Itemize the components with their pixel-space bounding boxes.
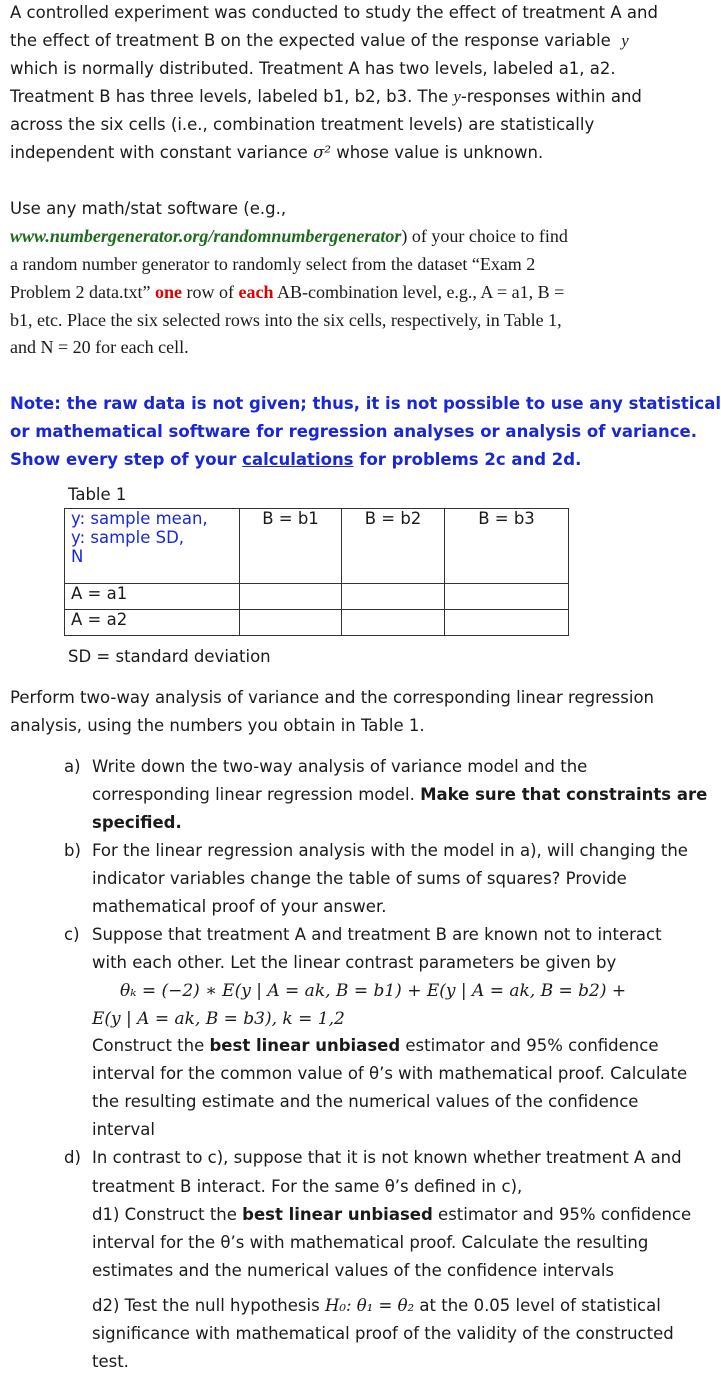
- item-d1-line-3: estimates and the numerical values of the confidence intervals: [92, 1261, 615, 1280]
- cell-a2-b3[interactable]: [445, 610, 569, 636]
- intro-line-2: the effect of treatment B on the expected value of the response variable y: [10, 31, 629, 50]
- use-line-2: www.numbergenerator.org/randomnumbergenerator) of your choice to find: [10, 226, 568, 246]
- row-a2: A = a2: [65, 610, 240, 636]
- item-c-line-2: with each other. Let the linear contrast parameters be given by: [92, 953, 617, 972]
- table-1: [64, 508, 569, 636]
- item-d1-line-2: interval for the θ’s with mathematical proof. Calculate the resulting: [92, 1233, 649, 1252]
- item-b-line-3: mathematical proof of your answer.: [92, 897, 387, 916]
- item-d-marker: d): [64, 1148, 81, 1167]
- table-row: [65, 610, 569, 636]
- item-c-line-6: interval for the common value of θ’s with mathematical proof. Calculate: [92, 1064, 688, 1083]
- col-b1: B = b1: [240, 509, 342, 584]
- theta-equation-line-1: θₖ = (−2) ∗ E(y | A = ak, B = b1) + E(y | A = ak, B = b2) +: [120, 981, 627, 1001]
- item-d-line-1: In contrast to c), suppose that it is not known whether treatment A and: [92, 1148, 682, 1167]
- item-c-line-7: the resulting estimate and the numerical values of the confidence: [92, 1092, 639, 1111]
- sigma-squared: σ²: [313, 143, 331, 162]
- item-b-line-2: indicator variables change the table of sums of squares? Provide: [92, 869, 627, 888]
- item-b-marker: b): [64, 841, 81, 860]
- intro-line-5: across the six cells (i.e., combination treatment levels) are statistically: [10, 115, 595, 134]
- cell-a1-b2[interactable]: [342, 584, 445, 610]
- note-line-2: or mathematical software for regression analyses or analysis of variance.: [10, 422, 697, 441]
- item-d2-line-1: d2) Test the null hypothesis H₀: θ₁ = θ₂ at the 0.05 level of statistical: [92, 1296, 661, 1315]
- item-c-line-5: Construct the best linear unbiased estimator and 95% confidence: [92, 1036, 659, 1055]
- item-c-marker: c): [64, 925, 80, 944]
- use-line-6: and N = 20 for each cell.: [10, 337, 189, 357]
- intro-line-1: A controlled experiment was conducted to study the effect of treatment A and: [10, 3, 658, 22]
- use-line-1: Use any math/stat software (e.g.,: [10, 199, 287, 218]
- table-title: Table 1: [68, 485, 127, 504]
- cell-a1-b1[interactable]: [240, 584, 342, 610]
- table-header-label: y: sample mean, y: sample SD, N: [65, 509, 240, 584]
- item-d-line-2: treatment B interact. For the same θ’s defined in c),: [92, 1177, 523, 1196]
- perform-line-2: analysis, using the numbers you obtain in Table 1.: [10, 716, 425, 735]
- col-b3: B = b3: [445, 509, 569, 584]
- cell-a1-b3[interactable]: [445, 584, 569, 610]
- use-line-4: Problem 2 data.txt” one row of each AB-combination level, e.g., A = a1, B =: [10, 282, 565, 302]
- use-line-3: a random number generator to randomly select from the dataset “Exam 2: [10, 254, 536, 274]
- item-d2-line-3: test.: [92, 1352, 129, 1371]
- intro-line-6: independent with constant variance σ² whose value is unknown.: [10, 143, 544, 162]
- intro-line-3: which is normally distributed. Treatment A has two levels, labeled a1, a2.: [10, 59, 616, 78]
- generator-link[interactable]: www.numbergenerator.org/randomnumbergenerator: [10, 226, 402, 246]
- row-a1: A = a1: [65, 584, 240, 610]
- intro-line-4: Treatment B has three levels, labeled b1, b2, b3. The y-responses within and: [10, 87, 642, 106]
- var-y: y: [621, 31, 629, 50]
- perform-line-1: Perform two-way analysis of variance and the corresponding linear regression: [10, 688, 654, 707]
- item-c-line-1: Suppose that treatment A and treatment B are known not to interact: [92, 925, 662, 944]
- cell-a2-b1[interactable]: [240, 610, 342, 636]
- item-c-line-8: interval: [92, 1120, 155, 1139]
- note-line-3: Show every step of your calculations for problems 2c and 2d.: [10, 450, 582, 469]
- emphasis-one: one: [154, 282, 182, 302]
- item-d2-line-2: significance with mathematical proof of the validity of the constructed: [92, 1324, 674, 1343]
- use-line-5: b1, etc. Place the six selected rows into the six cells, respectively, in Table 1,: [10, 310, 562, 330]
- theta-equation-line-2: E(y | A = ak, B = b3), k = 1,2: [92, 1009, 345, 1029]
- item-d1-line-1: d1) Construct the best linear unbiased estimator and 95% confidence: [92, 1205, 692, 1224]
- table-footnote: SD = standard deviation: [68, 647, 271, 666]
- table-row: [65, 584, 569, 610]
- note-line-1: Note: the raw data is not given; thus, it is not possible to use any statistical: [10, 394, 721, 413]
- item-a-line-1: Write down the two-way analysis of variance model and the: [92, 757, 588, 776]
- null-hypothesis: H₀: θ₁ = θ₂: [324, 1296, 415, 1315]
- emphasis-each: each: [238, 282, 274, 302]
- item-a-marker: a): [64, 757, 81, 776]
- cell-a2-b2[interactable]: [342, 610, 445, 636]
- item-a-line-3: specified.: [92, 813, 182, 832]
- item-a-line-2: corresponding linear regression model. Make sure that constraints are: [92, 785, 708, 804]
- col-b2: B = b2: [342, 509, 445, 584]
- item-b-line-1: For the linear regression analysis with the model in a), will changing the: [92, 841, 688, 860]
